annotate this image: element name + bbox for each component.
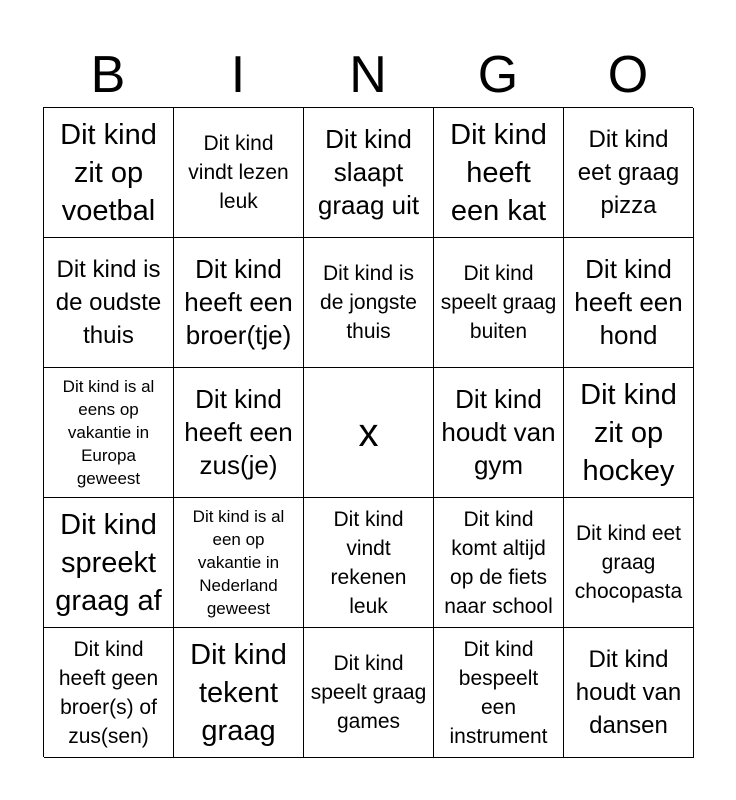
bingo-cell-text: Dit kind bespeelt een instrument [449, 637, 548, 748]
header-letter-o: O [607, 46, 649, 104]
bingo-cell-text: Dit kind zit op hockey [580, 378, 677, 487]
bingo-cell-r3-c2[interactable] [174, 368, 304, 498]
header-letter-g: G [477, 46, 519, 104]
bingo-cell-r2-c5[interactable] [564, 238, 694, 368]
bingo-cell-r1-c1[interactable] [44, 108, 174, 238]
bingo-cell-text: Dit kind speelt graag games [310, 652, 427, 733]
bingo-cell-r5-c3[interactable] [304, 628, 434, 758]
bingo-cell-text: Dit kind vindt rekenen leuk [330, 507, 407, 618]
bingo-header [43, 44, 693, 106]
bingo-cell-r2-c2[interactable] [174, 238, 304, 368]
bingo-cell-text: Dit kind heeft geen broer(s) of zus(sen) [58, 637, 159, 748]
bingo-cell-r1-c2[interactable] [174, 108, 304, 238]
bingo-cell-r4-c5[interactable] [564, 498, 694, 628]
bingo-free-space[interactable] [304, 368, 434, 498]
bingo-cell-text: Dit kind spreekt graag af [55, 508, 162, 617]
bingo-cell-r2-c1[interactable] [44, 238, 174, 368]
bingo-cell-text: Dit kind zit op voetbal [60, 118, 157, 227]
bingo-cell-r5-c2[interactable] [174, 628, 304, 758]
bingo-cell-r3-c1[interactable] [44, 368, 174, 498]
bingo-cell-text: Dit kind heeft een hond [574, 254, 683, 350]
header-letter-i: I [230, 46, 246, 104]
bingo-cell-text: Dit kind eet graag chocopasta [574, 522, 683, 603]
bingo-cell-text: Dit kind vindt lezen leuk [188, 132, 289, 213]
bingo-cell-r1-c5[interactable] [564, 108, 694, 238]
bingo-cell-r5-c4[interactable] [434, 628, 564, 758]
bingo-cell-text: Dit kind heeft een kat [450, 118, 547, 227]
bingo-cell-text: Dit kind houdt van dansen [575, 646, 682, 739]
bingo-cell-text: Dit kind is al eens op vakantie in Europa geweest [62, 377, 155, 488]
header-letter-n: N [349, 46, 387, 104]
bingo-cell-r1-c3[interactable] [304, 108, 434, 238]
bingo-cell-r3-c5[interactable] [564, 368, 694, 498]
bingo-cell-r1-c4[interactable] [434, 108, 564, 238]
bingo-board [43, 107, 693, 757]
bingo-cell-r4-c4[interactable] [434, 498, 564, 628]
bingo-cell-text: Dit kind speelt graag buiten [440, 262, 557, 343]
bingo-cell-text: Dit kind is de jongste thuis [320, 262, 417, 343]
bingo-cell-text: Dit kind is al een op vakantie in Nederland geweest [192, 507, 285, 618]
bingo-cell-text: Dit kind heeft een broer(tje) [184, 254, 293, 350]
free-space-mark: x [358, 410, 379, 455]
bingo-cell-text: Dit kind eet graag pizza [577, 126, 680, 219]
bingo-cell-r4-c2[interactable] [174, 498, 304, 628]
bingo-cell-text: Dit kind is de oudste thuis [55, 256, 162, 349]
bingo-cell-r3-c4[interactable] [434, 368, 564, 498]
bingo-cell-r2-c4[interactable] [434, 238, 564, 368]
header-letter-b: B [90, 46, 126, 104]
bingo-cell-text: Dit kind slaapt graag uit [317, 124, 420, 220]
bingo-cell-text: Dit kind heeft een zus(je) [184, 384, 293, 480]
bingo-cell-text: Dit kind tekent graag [190, 638, 287, 747]
bingo-cell-r2-c3[interactable] [304, 238, 434, 368]
bingo-cell-text: Dit kind houdt van gym [441, 384, 556, 480]
bingo-cell-text: Dit kind komt altijd op de fiets naar school [444, 507, 553, 618]
bingo-cell-r5-c1[interactable] [44, 628, 174, 758]
bingo-cell-r4-c1[interactable] [44, 498, 174, 628]
bingo-cell-r4-c3[interactable] [304, 498, 434, 628]
bingo-cell-r5-c5[interactable] [564, 628, 694, 758]
